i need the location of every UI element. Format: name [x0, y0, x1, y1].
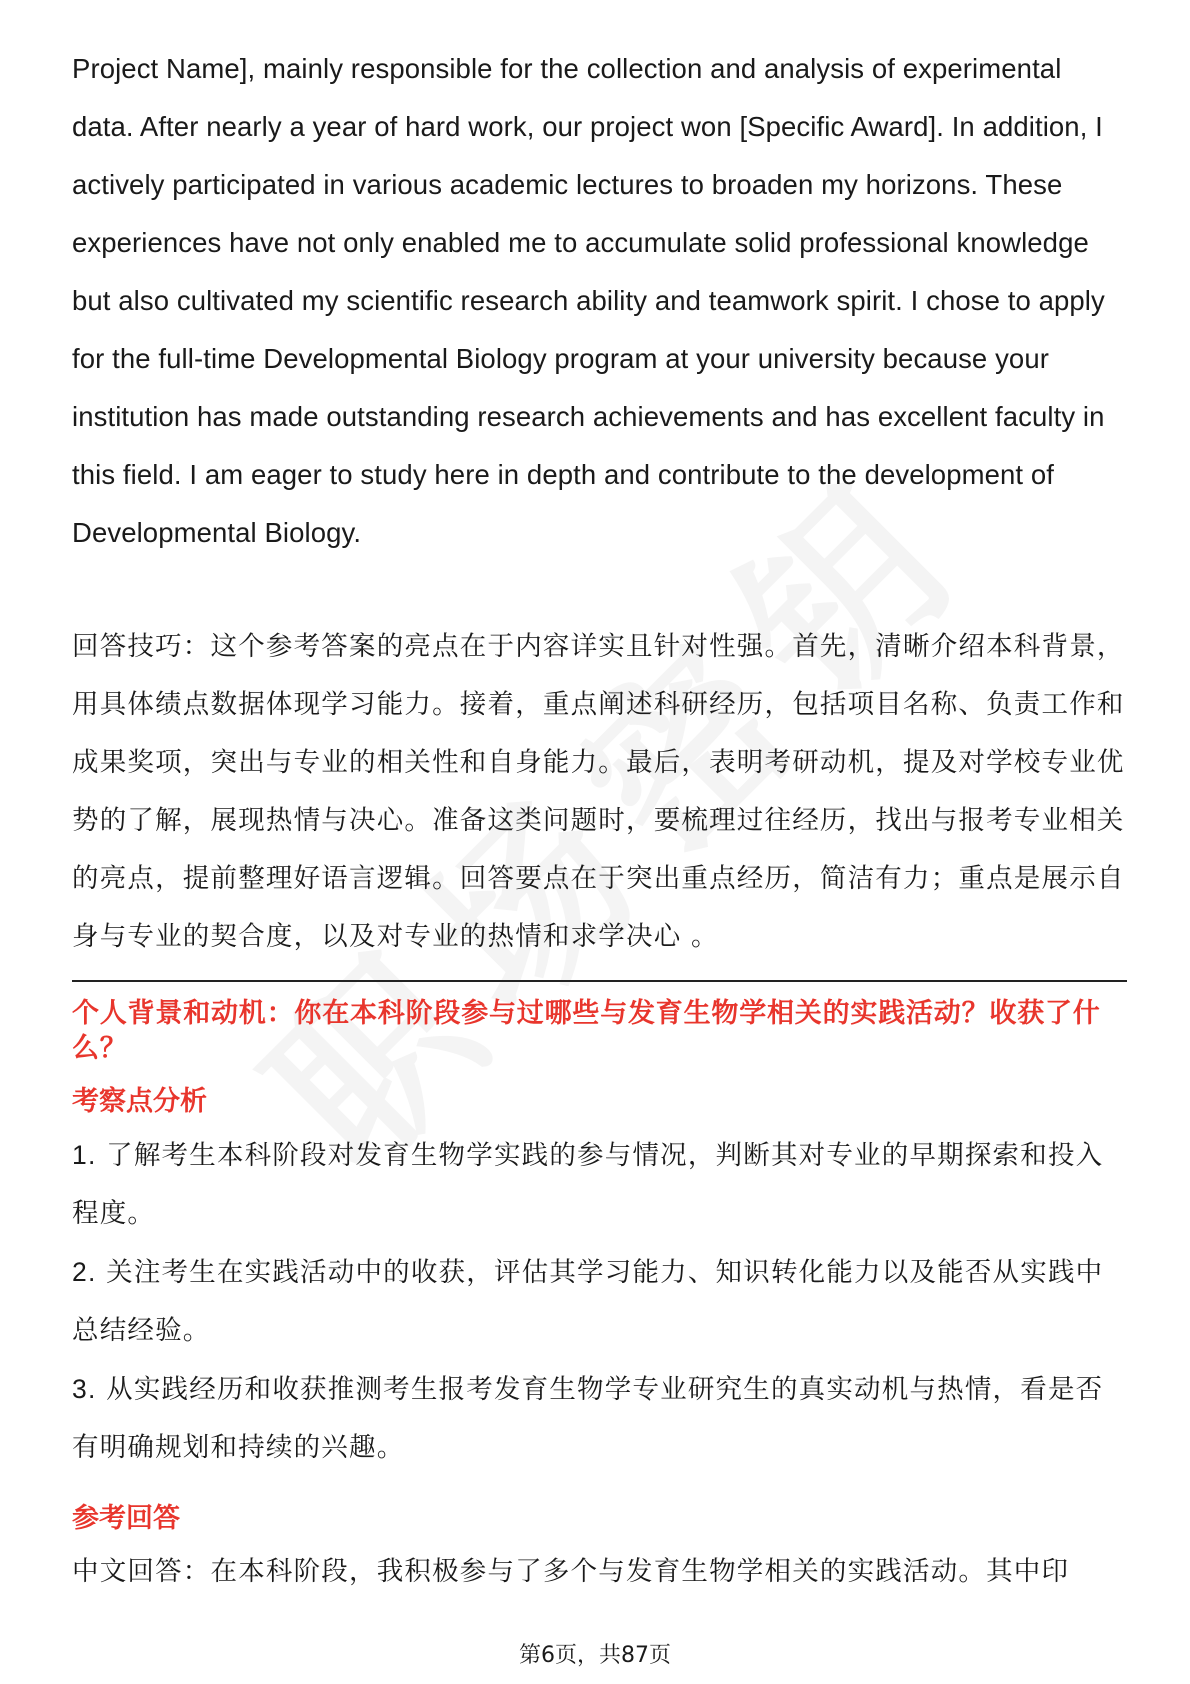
reference-answer-start: 中文回答：在本科阶段，我积极参与了多个与发育生物学相关的实践活动。其中印 [72, 1556, 1070, 1587]
question-heading: 个人背景和动机：你在本科阶段参与过哪些与发育生物学相关的实践活动？收获了什么？ [72, 998, 1101, 1064]
page-footer: 第6页，共87页 [519, 1643, 671, 1668]
analysis-list [72, 1126, 1127, 1477]
analysis-item-1: 1. 了解考生本科阶段对发育生物学实践的参与情况，判断其对专业的早期探索和投入程度。 [72, 1140, 1104, 1229]
answer-tips-paragraph: 回答技巧：这个参考答案的亮点在于内容详实且针对性强。首先，清晰介绍本科背景，用具体绩点数据体现学习能力。接着，重点阐述科研经历，包括项目名称、负责工作和成果奖项，突出与专业的相关性和自身能力。最后，表明考研动机，提及对学校专业优势的了解，展现热情与决心。准备这类问题时，要梳理过往经历，找出与报考专业相关的亮点，提前整理好语言逻辑。回答要点在于突出重点经历，简洁有力；重点是展示自身与专业的契合度，以及对专业的热情和求学决心 。 [72, 631, 1125, 952]
section-divider [72, 980, 1127, 982]
analysis-title: 考察点分析 [72, 1086, 207, 1117]
analysis-item-3: 3. 从实践经历和收获推测考生报考发育生物学专业研究生的真实动机与热情，看是否有明确规划和持续的兴趣。 [72, 1374, 1104, 1463]
reference-title: 参考回答 [72, 1503, 180, 1534]
page-content [72, 40, 1127, 1601]
english-answer-paragraph: Project Name], mainly responsible for the collection and analysis of experimental data. After nearly a year of hard work, our project won [Specific Award]. In addition, I actively participated in various academic lectures to broaden my horizons. These experiences have not only enabled me to accumulate solid professional knowledge but also cultivated my scientific research ability and teamwork spirit. I chose to apply for the full-time Developmental Biology program at your university because your institution has made outstanding research achievements and has excellent faculty in this field. I am eager to study here in depth and contribute to the development of Developmental Biology. [72, 53, 1105, 548]
analysis-item-2: 2. 关注考生在实践活动中的收获，评估其学习能力、知识转化能力以及能否从实践中总结经验。 [72, 1257, 1104, 1346]
